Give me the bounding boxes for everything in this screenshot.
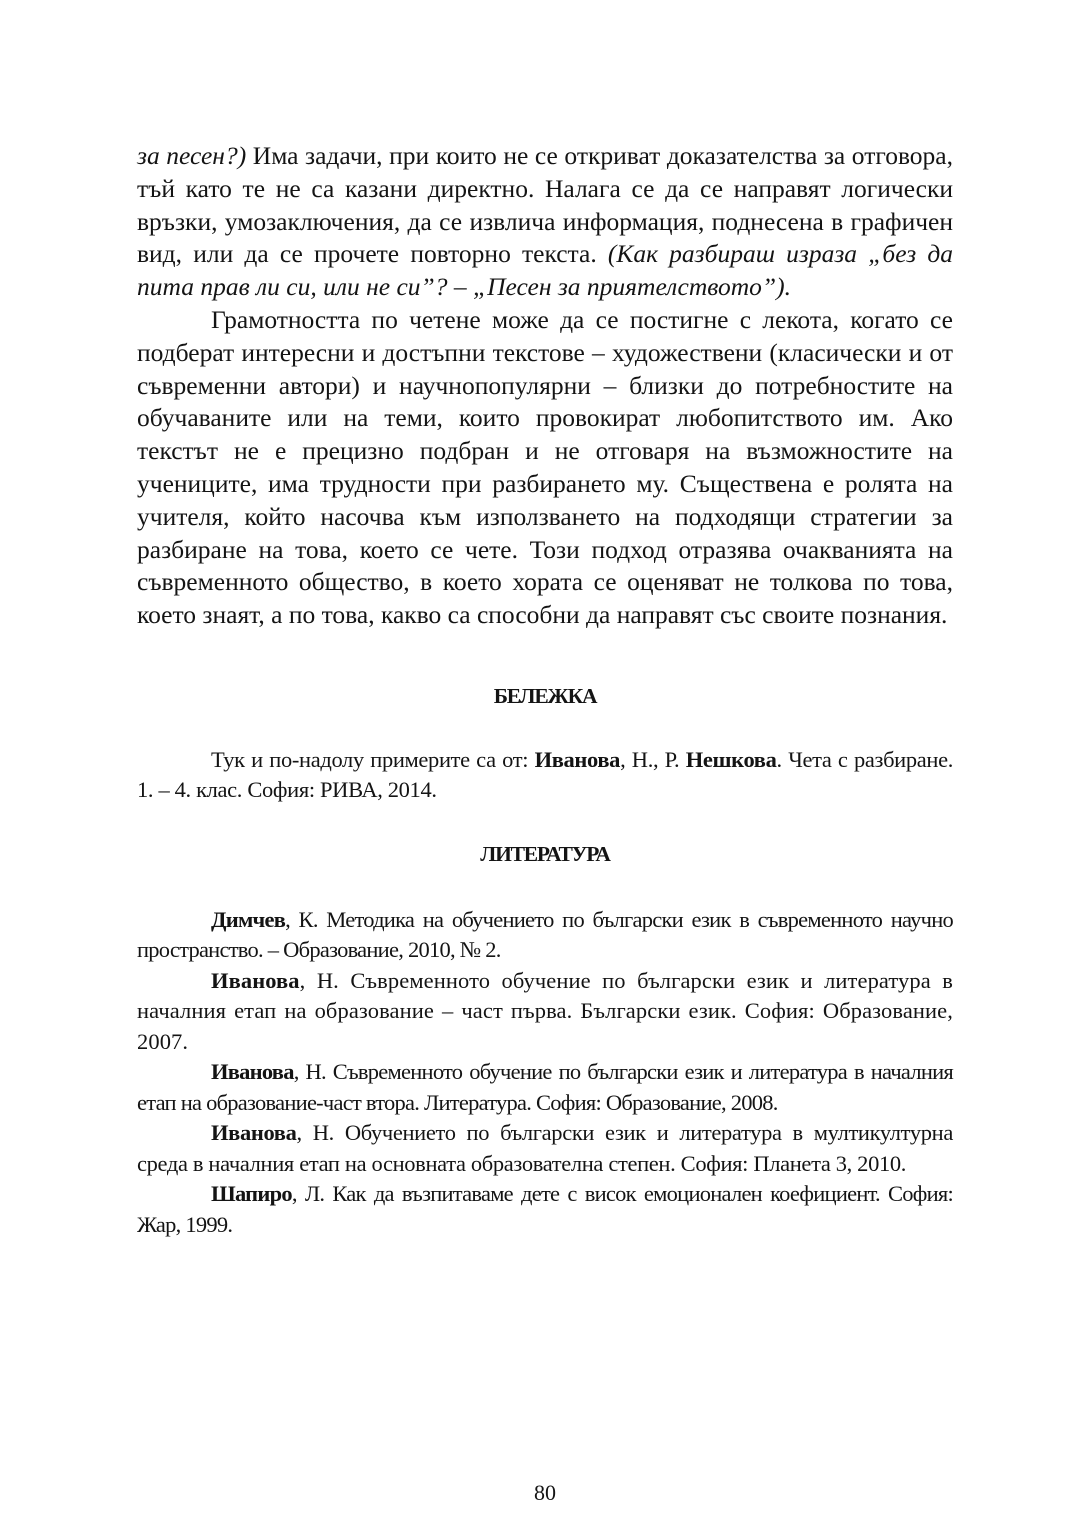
body-paragraph-1: [137, 140, 953, 304]
references-list: [137, 905, 953, 1241]
italic-question-start: за песен?): [137, 141, 247, 170]
page-number: 80: [534, 1480, 556, 1505]
reference-author: Иванова: [211, 1059, 294, 1085]
reference-item: [137, 1118, 953, 1179]
reference-text: , Л. Как да възпитаваме дете с висок емоционален коефициент. София: Жар, 1999.: [137, 1181, 953, 1237]
reference-author: Иванова: [211, 1120, 297, 1146]
reference-author: Шапиро: [211, 1181, 292, 1207]
note-text-before: Тук и по-надолу примерите са от:: [211, 746, 535, 772]
body-paragraph-1-text: Има задачи, при които не се откриват доказателства за отговора, тъй като те не са казани директно. Налага се да се направят логически връзки, умозаключения, да се извлича информация, поднесена в графичен вид, или да се прочете повторно текста.: [137, 141, 953, 269]
note-text: [137, 745, 953, 806]
reference-text: , Н. Обучението по български език и литература в мултикултурна среда в началния етап на основната образователна степен. София: Планета 3, 2010.: [137, 1120, 953, 1176]
references-heading: ЛИТЕРАТУРА: [480, 841, 610, 866]
reference-item: [137, 966, 953, 1058]
reference-text: , К. Методика на обучението по български език в съвременното научно пространство. – Образование, 2010, № 2.: [137, 906, 953, 963]
document-page: [137, 140, 953, 1505]
reference-item: [137, 1057, 953, 1118]
reference-item: [137, 905, 953, 966]
note-text-after: . Чета с разбиране. 1. – 4. клас. София: РИВА, 2014.: [137, 746, 953, 803]
reference-text: , Н. Съвременното обучение по български език и литература в началния етап на образование – част първа. Български език. София: Образование, 2007.: [137, 967, 953, 1054]
note-heading: БЕЛЕЖКА: [493, 683, 597, 708]
note-text-middle: , Н., Р.: [620, 746, 686, 772]
reference-author: Иванова: [211, 967, 300, 993]
note-author-neshkova: Нешкова: [685, 746, 777, 772]
reference-item: [137, 1179, 953, 1240]
reference-author: Димчев: [211, 906, 286, 932]
note-author-ivanova: Иванова: [534, 746, 621, 772]
body-paragraph-2: Грамотността по четене може да се постигне с лекота, когато се подберат интересни и достъпни текстове – художествени (класически и от съвременни автори) и научнопопулярни – близки до потребностите на обучаваните или на теми, които провокират любопитството им. Ако текстът не е прецизно подбран и не отговаря на възможностите на учениците, има трудности при разбирането му. Съществена е ролята на учителя, който насочва към използването на подходящи стратегии за разбиране на това, което се чете. Този подход отразява очакванията на съвременното общество, в което хората се оценяват не толкова по това, което знаят, а по това, какво са способни да направят със своите познания.: [137, 304, 953, 630]
reference-text: , Н. Съвременното обучение по български език и литература в началния етап на образование-част втора. Литература. София: Образование, 2008.: [137, 1059, 953, 1115]
italic-question-end: (Как разбираш израза „без да пита прав ли си, или не си”? – „Песен за приятелството”).: [137, 239, 953, 302]
